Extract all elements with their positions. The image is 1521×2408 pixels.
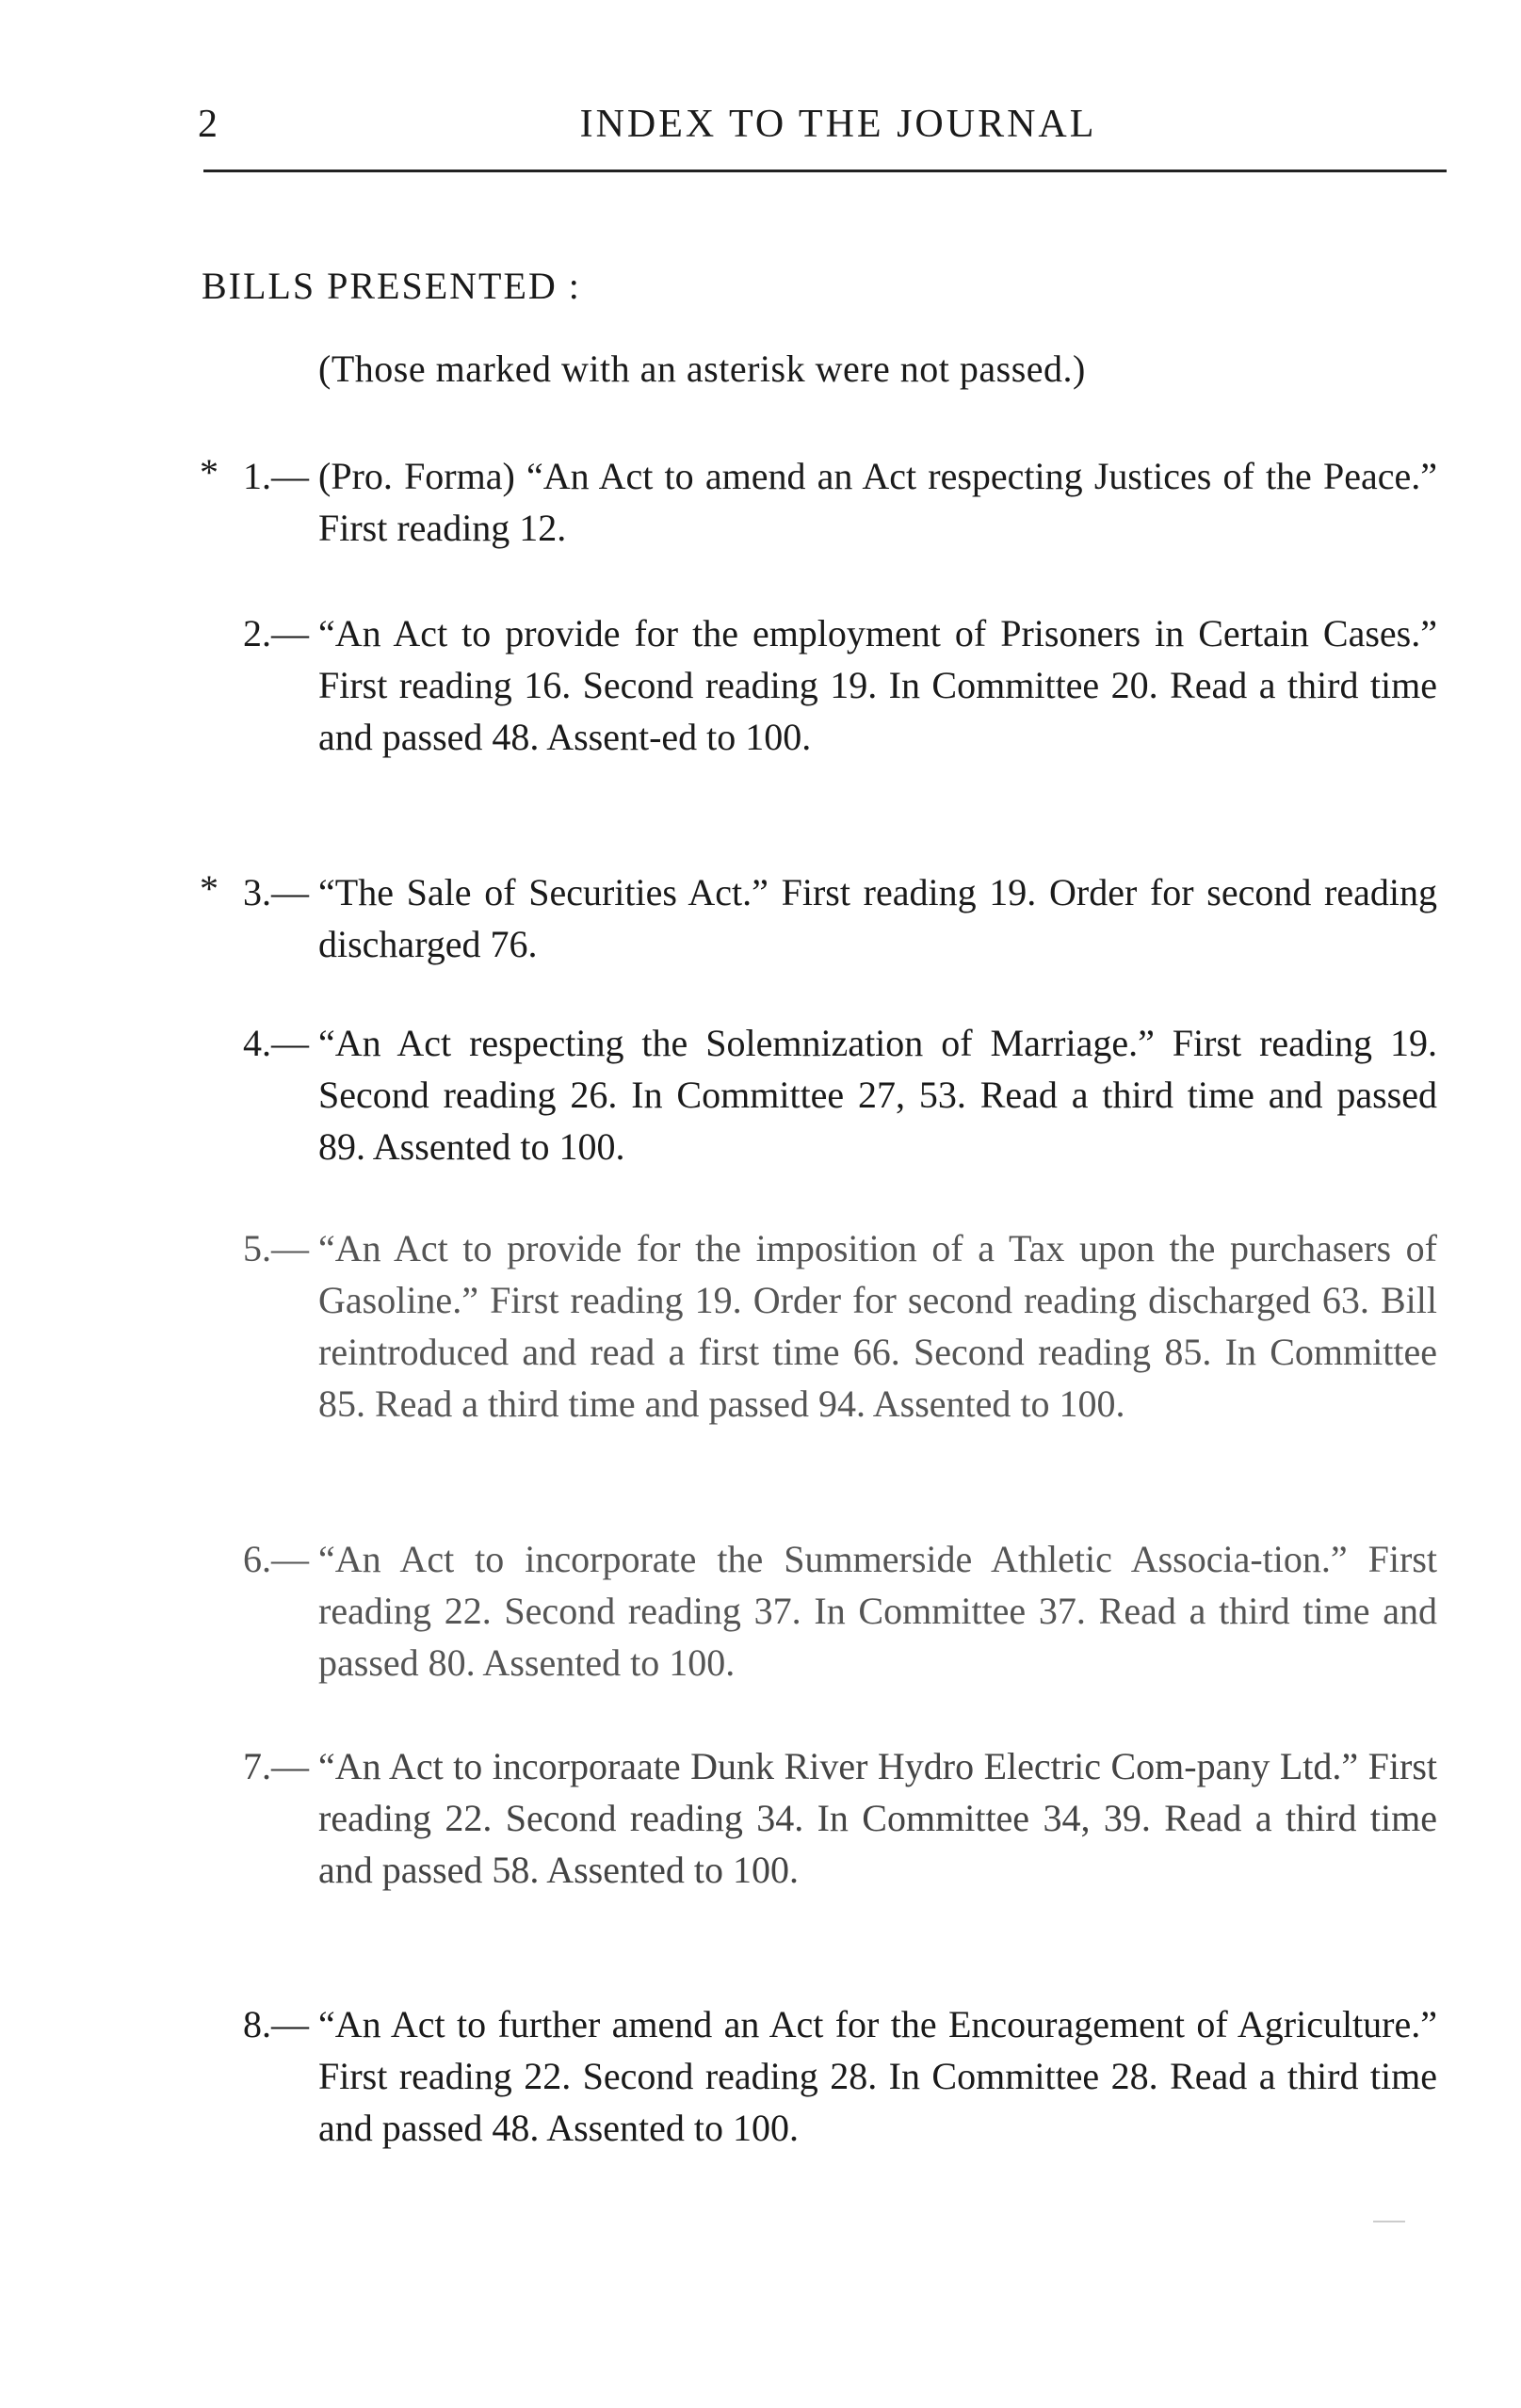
not-passed-asterisk: * [200, 451, 218, 493]
bill-text: “An Act to incorporate the Summerside Athletic Associa-tion.” First reading 22. Second reading 37. In Committee 37. Read a third time and passed 80. Assented to 100. [318, 1538, 1437, 1684]
bill-text: “An Act to provide for the employment of Prisoners in Certain Cases.” First reading 16. Second reading 19. In Committee 20. Read a third time and passed 48. Assent-ed to 100. [318, 612, 1437, 758]
page-mark [1373, 2221, 1405, 2222]
page-header [198, 102, 1460, 168]
bill-entry: 1.— (Pro. Forma) “An Act to amend an Act respecting Justices of the Peace.” First reading 12. [243, 455, 1437, 549]
bill-entry: 3.— “The Sale of Securities Act.” First reading 19. Order for second reading discharged 76. [243, 871, 1437, 965]
bill-entry: 5.— “An Act to provide for the imposition of a Tax upon the purchasers of Gasoline.” First reading 19. Order for second reading discharged 63. Bill reintroduced and read a first time 66. Second reading 85. In Committee 85. Read a third time and passed 94. Assented to 100. [243, 1227, 1437, 1425]
bill-text: “An Act to provide for the imposition of a Tax upon the purchasers of Gasoline.” First reading 19. Order for second reading discharged 63. Bill reintroduced and read a first time 66. Second reading 85. In Committee 85. Read a third time and passed 94. Assented to 100. [318, 1227, 1437, 1425]
page-number: 2 [198, 103, 218, 146]
bill-text: “An Act respecting the Solemnization of Marriage.” First reading 19. Second reading 26. In Committee 27, 53. Read a third time and passed 89. Assented to 100. [318, 1022, 1437, 1168]
bill-entry: 6.— “An Act to incorporate the Summerside Athletic Associa-tion.” First reading 22. Second reading 37. In Committee 37. Read a third time and passed 80. Assented to 100. [243, 1538, 1437, 1684]
bill-text: “The Sale of Securities Act.” First reading 19. Order for second reading discharged 76. [318, 871, 1437, 965]
running-title: INDEX TO THE JOURNAL [579, 103, 1097, 146]
bill-entry: 7.— “An Act to incorporaate Dunk River Hydro Electric Com-pany Ltd.” First reading 22. Second reading 34. In Committee 34, 39. Read a third time and passed 58. Assented to 100. [243, 1745, 1437, 1891]
not-passed-asterisk: * [200, 867, 218, 910]
bill-entry: 4.— “An Act respecting the Solemnization of Marriage.” First reading 19. Second reading 26. In Committee 27, 53. Read a third time and passed 89. Assented to 100. [243, 1022, 1437, 1168]
bill-entry: 8.— “An Act to further amend an Act for the Encouragement of Agriculture.” First reading 22. Second reading 28. In Committee 28. Read a third time and passed 48. Assented to 100. [243, 2003, 1437, 2149]
section-note: (Those marked with an asterisk were not passed.) [318, 347, 1086, 390]
bill-text: (Pro. Forma) “An Act to amend an Act respecting Justices of the Peace.” First reading 12. [318, 455, 1437, 549]
bill-entry: 2.— “An Act to provide for the employment of Prisoners in Certain Cases.” First reading 16. Second reading 19. In Committee 20. Read a third time and passed 48. Assent-ed to 100. [243, 612, 1437, 758]
bill-text: “An Act to further amend an Act for the Encouragement of Agriculture.” First reading 22. Second reading 28. In Committee 28. Read a third time and passed 48. Assented to 100. [318, 2003, 1437, 2149]
section-title: BILLS PRESENTED : [202, 265, 581, 307]
header-rule [203, 170, 1447, 172]
bill-text: “An Act to incorporaate Dunk River Hydro Electric Com-pany Ltd.” First reading 22. Second reading 34. In Committee 34, 39. Read a third time and passed 58. Assented to 100. [318, 1745, 1437, 1891]
